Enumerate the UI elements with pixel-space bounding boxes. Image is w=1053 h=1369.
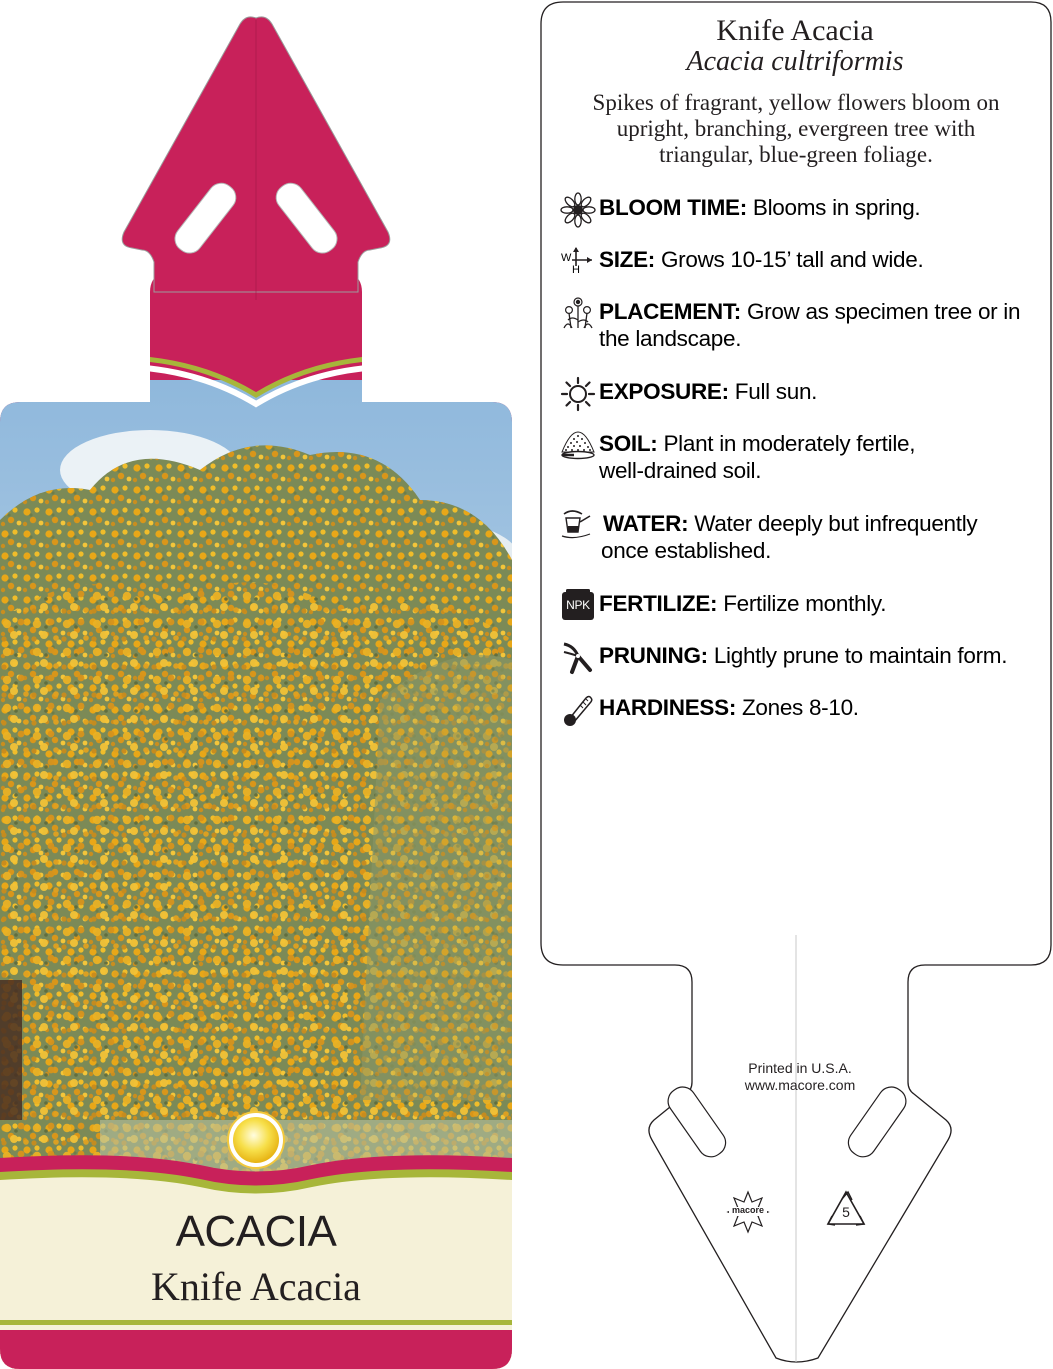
npk-fertilizer-icon xyxy=(560,588,596,624)
thermometer-icon xyxy=(560,692,596,728)
website-text: www.macore.com xyxy=(744,1077,856,1093)
care-label: FERTILIZE: xyxy=(599,591,718,616)
flower-icon xyxy=(560,192,596,228)
size-h-letter: H xyxy=(572,264,580,276)
care-label: PLACEMENT: xyxy=(599,299,741,324)
care-label: SIZE: xyxy=(599,247,656,272)
care-label: HARDINESS: xyxy=(599,695,737,720)
care-text: Lightly prune to maintain form. xyxy=(713,643,1008,668)
care-text: Fertilize monthly. xyxy=(723,591,887,616)
care-label: BLOOM TIME: xyxy=(599,195,747,220)
back-common-name: Knife Acacia xyxy=(716,14,874,47)
care-text: Grow as specimen tree or in xyxy=(746,299,1021,324)
care-text: once established. xyxy=(601,538,772,563)
care-text: well-drained soil. xyxy=(599,458,762,483)
care-label: WATER: xyxy=(603,511,689,536)
care-text: Full sun. xyxy=(734,379,818,404)
front-genus-name: ACACIA xyxy=(175,1207,337,1256)
description-line: triangular, blue-green foliage. xyxy=(659,142,933,167)
care-text: Zones 8-10. xyxy=(741,695,859,720)
description-line: Spikes of fragrant, yellow flowers bloom on xyxy=(592,90,1000,115)
soil-pile-icon xyxy=(560,428,596,464)
npk-label: NPK xyxy=(566,598,590,612)
size-arrows-icon xyxy=(560,244,596,280)
back-latin-name: Acacia cultriformis xyxy=(686,46,904,77)
pruners-icon xyxy=(560,640,596,676)
watering-can-icon xyxy=(560,508,596,544)
recycle-number: 5 xyxy=(842,1204,850,1220)
front-common-name: Knife Acacia xyxy=(151,1264,361,1309)
care-label: PRUNING: xyxy=(599,643,708,668)
care-label: SOIL: xyxy=(599,431,658,456)
macore-logo-text: macore xyxy=(731,1205,765,1215)
front-tag xyxy=(0,17,520,1369)
sun-icon xyxy=(560,376,596,412)
care-text: Water deeply but infrequently xyxy=(694,511,978,536)
care-text: Blooms in spring. xyxy=(752,195,921,220)
plants-icon xyxy=(560,296,596,332)
care-text: the landscape. xyxy=(599,326,742,351)
plant-description xyxy=(565,90,1027,168)
description-line: upright, branching, evergreen tree with xyxy=(616,116,976,141)
care-text: Grows 10-15’ tall and wide. xyxy=(660,247,924,272)
care-text: Plant in moderately fertile, xyxy=(663,431,916,456)
size-w-letter: W xyxy=(561,252,572,264)
printed-in-text: Printed in U.S.A. xyxy=(748,1060,852,1076)
care-label: EXPOSURE: xyxy=(599,379,729,404)
printed-info xyxy=(700,1060,900,1094)
